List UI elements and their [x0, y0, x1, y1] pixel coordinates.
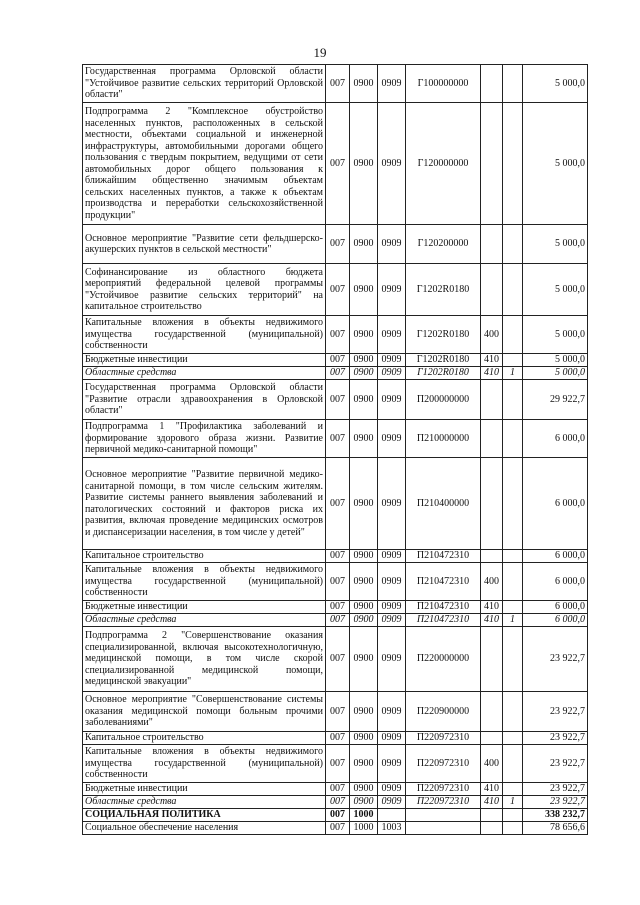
cell-ved: 007 [326, 796, 350, 809]
cell-ved: 007 [326, 627, 350, 692]
cell-ved: 007 [326, 316, 350, 354]
cell-amount: 23 922,7 [523, 783, 588, 796]
cell-rz: 0900 [350, 367, 378, 380]
cell-csr: П220972310 [406, 745, 481, 783]
cell-rz: 1000 [350, 809, 378, 822]
cell-csr: П220972310 [406, 732, 481, 745]
cell-pr: 0909 [378, 103, 406, 225]
cell-source [503, 550, 523, 563]
table-row [83, 822, 588, 835]
cell-vr [481, 732, 503, 745]
cell-source [503, 316, 523, 354]
table-row [83, 380, 588, 420]
cell-rz: 0900 [350, 354, 378, 367]
cell-csr: П220900000 [406, 692, 481, 732]
cell-source: 1 [503, 796, 523, 809]
cell-amount: 6 000,0 [523, 458, 588, 550]
cell-ved: 007 [326, 692, 350, 732]
cell-source [503, 563, 523, 601]
cell-amount: 5 000,0 [523, 264, 588, 316]
cell-vr: 410 [481, 796, 503, 809]
cell-vr [481, 103, 503, 225]
cell-rz: 0900 [350, 550, 378, 563]
cell-ved: 007 [326, 563, 350, 601]
cell-vr: 410 [481, 601, 503, 614]
row-name: Бюджетные инвестиции [83, 601, 326, 614]
row-name: Областные средства [83, 614, 326, 627]
cell-vr [481, 225, 503, 264]
cell-vr: 400 [481, 745, 503, 783]
cell-csr: П210472310 [406, 563, 481, 601]
cell-rz: 0900 [350, 563, 378, 601]
row-name: СОЦИАЛЬНАЯ ПОЛИТИКА [83, 809, 326, 822]
row-name: Подпрограмма 2 "Совершенствование оказания специализированной, включая высокотехнологичную, медицинской помощи, в том числе скорой специализированной медицинской помощи, медицинской эвакуации" [83, 627, 326, 692]
cell-ved: 007 [326, 458, 350, 550]
cell-amount: 23 922,7 [523, 692, 588, 732]
budget-table [82, 64, 588, 835]
cell-source [503, 822, 523, 835]
cell-source [503, 458, 523, 550]
cell-csr [406, 822, 481, 835]
cell-ved: 007 [326, 264, 350, 316]
cell-rz: 0900 [350, 316, 378, 354]
table-row [83, 264, 588, 316]
cell-csr: П210472310 [406, 614, 481, 627]
cell-vr: 400 [481, 316, 503, 354]
cell-csr: Г1202R0180 [406, 316, 481, 354]
cell-amount: 5 000,0 [523, 103, 588, 225]
cell-source [503, 745, 523, 783]
cell-ved: 007 [326, 550, 350, 563]
cell-source [503, 809, 523, 822]
cell-ved: 007 [326, 354, 350, 367]
row-name: Подпрограмма 2 "Комплексное обустройство населенных пунктов, расположенных в сельской местности, объектами социальной и инженерной инфраструктуры, автомобильными дорогами общего пользования с твердым покрытием, ведущими от сети автомобильных дорог общего пользования к ближайшим общественно значимым объектам сельских населенных пунктов, а также к объектам производства и переработки сельскохозяйственной продукции" [83, 103, 326, 225]
cell-csr: П220972310 [406, 783, 481, 796]
cell-source [503, 732, 523, 745]
row-name: Подпрограмма 1 "Профилактика заболеваний и формирование здорового образа жизни. Развитие первичной медико-санитарной помощи" [83, 420, 326, 458]
cell-ved: 007 [326, 420, 350, 458]
cell-rz: 0900 [350, 225, 378, 264]
row-name: Капитальные вложения в объекты недвижимого имущества государственной (муниципальной) собственности [83, 316, 326, 354]
row-name: Бюджетные инвестиции [83, 354, 326, 367]
cell-amount: 78 656,6 [523, 822, 588, 835]
row-name: Основное мероприятие "Развитие первичной медико-санитарной помощи, в том числе сельским жителям. Развитие системы раннего выявления заболеваний и патологических состояний и факторов риска их развития, включая проведение медицинских осмотров и диспансеризации населения, в том числе у детей" [83, 458, 326, 550]
cell-amount: 6 000,0 [523, 601, 588, 614]
table-row [83, 809, 588, 822]
cell-csr: П210472310 [406, 601, 481, 614]
cell-pr: 0909 [378, 796, 406, 809]
row-name: Бюджетные инвестиции [83, 783, 326, 796]
cell-rz: 0900 [350, 380, 378, 420]
table-row [83, 627, 588, 692]
cell-rz: 0900 [350, 458, 378, 550]
cell-vr [481, 809, 503, 822]
table-row [83, 65, 588, 103]
cell-ved: 007 [326, 783, 350, 796]
row-name: Социальное обеспечение населения [83, 822, 326, 835]
row-name: Капитальное строительство [83, 732, 326, 745]
cell-pr: 0909 [378, 316, 406, 354]
cell-csr: П210472310 [406, 550, 481, 563]
cell-pr: 0909 [378, 65, 406, 103]
cell-source [503, 380, 523, 420]
cell-source [503, 225, 523, 264]
cell-csr: П210000000 [406, 420, 481, 458]
cell-pr: 0909 [378, 420, 406, 458]
cell-source [503, 601, 523, 614]
cell-amount: 23 922,7 [523, 627, 588, 692]
cell-vr: 410 [481, 614, 503, 627]
cell-pr: 0909 [378, 354, 406, 367]
table-row [83, 783, 588, 796]
cell-pr: 0909 [378, 601, 406, 614]
table-row [83, 420, 588, 458]
cell-amount: 23 922,7 [523, 745, 588, 783]
cell-csr: Г1202R0180 [406, 354, 481, 367]
cell-rz: 0900 [350, 627, 378, 692]
cell-rz: 1000 [350, 822, 378, 835]
cell-amount: 5 000,0 [523, 225, 588, 264]
table-row [83, 745, 588, 783]
cell-rz: 0900 [350, 65, 378, 103]
cell-csr: П210400000 [406, 458, 481, 550]
cell-vr [481, 550, 503, 563]
cell-ved: 007 [326, 65, 350, 103]
cell-amount: 29 922,7 [523, 380, 588, 420]
cell-ved: 007 [326, 822, 350, 835]
cell-pr: 0909 [378, 264, 406, 316]
cell-csr: Г120200000 [406, 225, 481, 264]
cell-ved: 007 [326, 103, 350, 225]
cell-source [503, 264, 523, 316]
cell-csr [406, 809, 481, 822]
cell-source: 1 [503, 367, 523, 380]
row-name: Государственная программа Орловской области "Развитие отрасли здравоохранения в Орловской области" [83, 380, 326, 420]
cell-rz: 0900 [350, 614, 378, 627]
cell-pr: 0909 [378, 783, 406, 796]
cell-ved: 007 [326, 367, 350, 380]
table-row [83, 796, 588, 809]
cell-vr [481, 65, 503, 103]
cell-ved: 007 [326, 732, 350, 745]
cell-pr: 0909 [378, 563, 406, 601]
page-number: 19 [313, 45, 327, 60]
table-row [83, 103, 588, 225]
cell-vr [481, 627, 503, 692]
cell-amount: 6 000,0 [523, 550, 588, 563]
cell-rz: 0900 [350, 103, 378, 225]
cell-pr: 0909 [378, 380, 406, 420]
cell-vr [481, 380, 503, 420]
cell-ved: 007 [326, 614, 350, 627]
cell-source [503, 627, 523, 692]
cell-csr: Г1202R0180 [406, 367, 481, 380]
cell-ved: 007 [326, 225, 350, 264]
table-row [83, 563, 588, 601]
cell-rz: 0900 [350, 732, 378, 745]
table-row [83, 458, 588, 550]
cell-csr: Г100000000 [406, 65, 481, 103]
table-row [83, 601, 588, 614]
cell-rz: 0900 [350, 692, 378, 732]
row-name: Областные средства [83, 796, 326, 809]
cell-ved: 007 [326, 809, 350, 822]
table-row [83, 354, 588, 367]
cell-source [503, 65, 523, 103]
cell-rz: 0900 [350, 745, 378, 783]
cell-vr [481, 458, 503, 550]
cell-vr: 410 [481, 783, 503, 796]
cell-source [503, 103, 523, 225]
row-name: Капитальное строительство [83, 550, 326, 563]
table-row [83, 225, 588, 264]
cell-pr: 0909 [378, 367, 406, 380]
cell-ved: 007 [326, 380, 350, 420]
cell-vr: 400 [481, 563, 503, 601]
cell-rz: 0900 [350, 783, 378, 796]
cell-pr [378, 809, 406, 822]
cell-source: 1 [503, 614, 523, 627]
cell-amount: 5 000,0 [523, 65, 588, 103]
cell-source [503, 692, 523, 732]
cell-pr: 0909 [378, 614, 406, 627]
cell-amount: 338 232,7 [523, 809, 588, 822]
row-name: Основное мероприятие "Совершенствование системы оказания медицинской помощи больным прочими заболеваниями" [83, 692, 326, 732]
cell-source [503, 783, 523, 796]
cell-amount: 5 000,0 [523, 354, 588, 367]
cell-pr: 0909 [378, 225, 406, 264]
cell-pr: 1003 [378, 822, 406, 835]
cell-amount: 5 000,0 [523, 367, 588, 380]
row-name: Основное мероприятие "Развитие сети фельдшерско-акушерских пунктов в сельской местности" [83, 225, 326, 264]
cell-csr: П220000000 [406, 627, 481, 692]
cell-vr [481, 822, 503, 835]
cell-vr [481, 420, 503, 458]
cell-pr: 0909 [378, 627, 406, 692]
cell-vr: 410 [481, 354, 503, 367]
table-row [83, 614, 588, 627]
cell-rz: 0900 [350, 420, 378, 458]
cell-ved: 007 [326, 745, 350, 783]
cell-csr: П220972310 [406, 796, 481, 809]
cell-rz: 0900 [350, 796, 378, 809]
table-row [83, 367, 588, 380]
cell-amount: 23 922,7 [523, 732, 588, 745]
cell-csr: Г120000000 [406, 103, 481, 225]
cell-vr [481, 692, 503, 732]
cell-csr: Г1202R0180 [406, 264, 481, 316]
cell-vr: 410 [481, 367, 503, 380]
row-name: Областные средства [83, 367, 326, 380]
cell-amount: 6 000,0 [523, 420, 588, 458]
cell-pr: 0909 [378, 732, 406, 745]
cell-amount: 5 000,0 [523, 316, 588, 354]
cell-pr: 0909 [378, 550, 406, 563]
cell-source [503, 354, 523, 367]
cell-csr: П200000000 [406, 380, 481, 420]
cell-amount: 6 000,0 [523, 563, 588, 601]
cell-rz: 0900 [350, 601, 378, 614]
cell-pr: 0909 [378, 692, 406, 732]
row-name: Государственная программа Орловской области "Устойчивое развитие сельских территорий Орловской области" [83, 65, 326, 103]
row-name: Капитальные вложения в объекты недвижимого имущества государственной (муниципальной) собственности [83, 745, 326, 783]
cell-amount: 23 922,7 [523, 796, 588, 809]
table-row [83, 316, 588, 354]
table-row [83, 692, 588, 732]
cell-amount: 6 000,0 [523, 614, 588, 627]
cell-rz: 0900 [350, 264, 378, 316]
cell-vr [481, 264, 503, 316]
row-name: Капитальные вложения в объекты недвижимого имущества государственной (муниципальной) собственности [83, 563, 326, 601]
cell-pr: 0909 [378, 458, 406, 550]
cell-source [503, 420, 523, 458]
cell-pr: 0909 [378, 745, 406, 783]
row-name: Софинансирование из областного бюджета мероприятий федеральной целевой программы "Устойчивое развитие сельских территорий" на капитальное строительство [83, 264, 326, 316]
table-row [83, 550, 588, 563]
table-row [83, 732, 588, 745]
cell-ved: 007 [326, 601, 350, 614]
